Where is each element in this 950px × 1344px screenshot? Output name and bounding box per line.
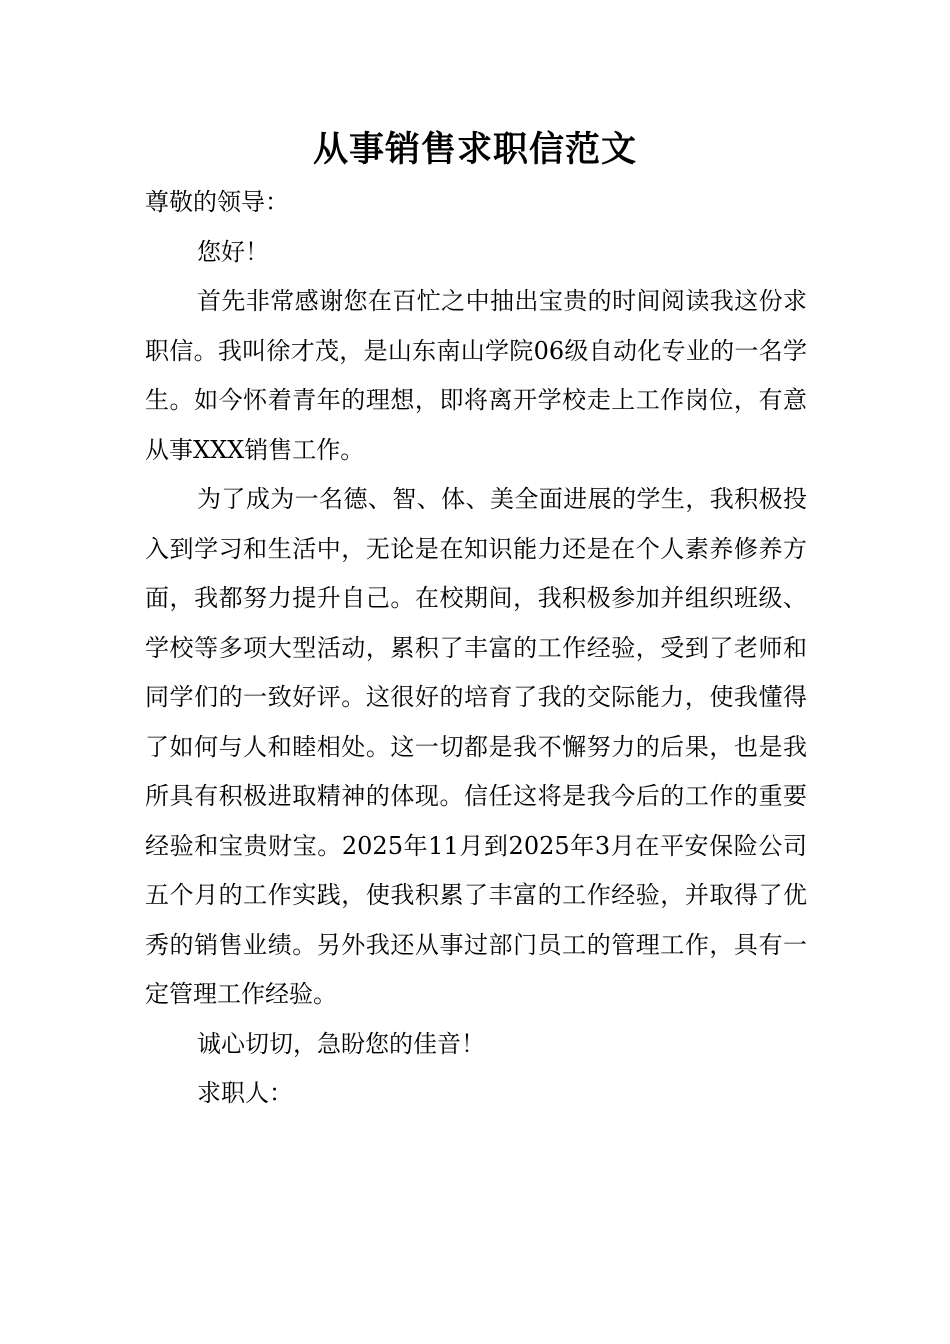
greeting: 您好！ — [197, 237, 269, 266]
signature-line: 求职人： — [197, 1079, 293, 1107]
closing-line: 诚心切切，急盼您的佳音！ — [197, 1029, 485, 1058]
letter-body — [145, 178, 807, 1119]
salutation: 尊敬的领导： — [145, 188, 289, 216]
paragraph-introduction: 首先非常感谢您在百忙之中抽出宝贵的时间阅读我这份求职信。我叫徐才茂，是山东南山学院06级自动化专业的一名学生。如今怀着青年的理想，即将离开学校走上工作岗位，有意从事XXX销售工作。 — [145, 287, 807, 464]
paragraph-experience: 为了成为一名德、智、体、美全面进展的学生，我积极投入到学习和生活中，无论是在知识能力还是在个人素养修养方面，我都努力提升自己。在校期间，我积极参加并组织班级、学校等多项大型活动，累积了丰富的工作经验，受到了老师和同学们的一致好评。这很好的培育了我的交际能力，使我懂得了如何与人和睦相处。这一切都是我不懈努力的后果，也是我所具有积极进取精神的体现。信任这将是我今后的工作的重要经验和宝贵财宝。2025年11月到2025年3月在平安保险公司五个月的工作实践，使我积累了丰富的工作经验，并取得了优秀的销售业绩。另外我还从事过部门员工的管理工作，具有一定管理工作经验。 — [145, 485, 807, 1008]
document-title: 从事销售求职信范文 — [312, 130, 637, 170]
